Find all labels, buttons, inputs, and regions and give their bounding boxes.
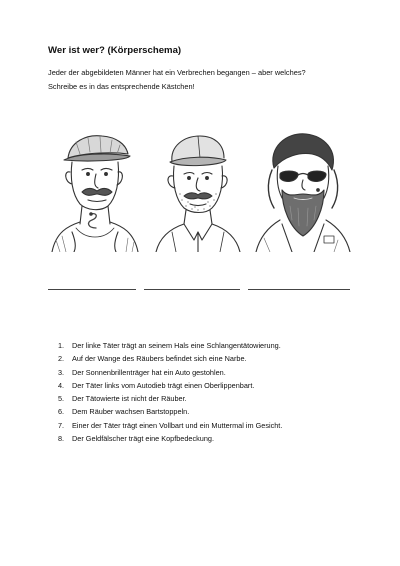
clue-item bbox=[58, 432, 358, 445]
clue-number: 2. bbox=[58, 354, 65, 364]
instructions bbox=[48, 66, 368, 94]
suspect-portraits bbox=[40, 128, 360, 252]
clue-item bbox=[58, 339, 358, 352]
clue-text: Der Geldfälscher trägt eine Kopfbedeckung. bbox=[72, 434, 214, 444]
clue-number: 6. bbox=[58, 407, 65, 417]
clue-number: 7. bbox=[58, 420, 65, 430]
clue-text: Der linke Täter trägt an seinem Hals eine Schlangentätowierung. bbox=[72, 341, 281, 350]
clue-text: Der Sonnenbrillenträger hat ein Auto gestohlen. bbox=[72, 367, 226, 377]
man-cap-mustache-stubble-icon bbox=[148, 128, 246, 252]
clue-number: 5. bbox=[58, 394, 65, 404]
man-sunglasses-full-beard-icon bbox=[252, 128, 354, 252]
worksheet-title: Wer ist wer? (Körperschema) bbox=[48, 45, 182, 56]
clue-item bbox=[58, 419, 358, 432]
clue-item bbox=[58, 366, 358, 379]
man-flat-cap-mustache-tattoo-icon bbox=[46, 128, 144, 252]
clue-list bbox=[58, 339, 358, 445]
clue-number: 1. bbox=[58, 341, 65, 350]
clue-text: Dem Räuber wachsen Bartstoppeln. bbox=[72, 407, 190, 417]
clue-item bbox=[58, 379, 358, 392]
instructions-line-1: Jeder der abgebildeten Männer hat ein Verbrechen begangen – aber welches? bbox=[48, 68, 306, 77]
clue-text: Auf der Wange des Räubers befindet sich eine Narbe. bbox=[72, 354, 247, 364]
answer-line-2[interactable] bbox=[144, 289, 240, 290]
clue-number: 8. bbox=[58, 434, 65, 444]
clue-text: Der Täter links vom Autodieb trägt einen Oberlippenbart. bbox=[72, 380, 255, 390]
answer-line-1[interactable] bbox=[48, 289, 136, 290]
clue-number: 3. bbox=[58, 367, 65, 377]
clue-item bbox=[58, 405, 358, 418]
clue-number: 4. bbox=[58, 380, 65, 390]
clue-item bbox=[58, 392, 358, 405]
answer-line-3[interactable] bbox=[248, 289, 350, 290]
instructions-line-2: Schreibe es in das entsprechende Kästchen! bbox=[48, 82, 195, 91]
clue-item bbox=[58, 352, 358, 365]
clue-text: Der Tätowierte ist nicht der Räuber. bbox=[72, 394, 187, 404]
clue-text: Einer der Täter trägt einen Vollbart und ein Muttermal im Gesicht. bbox=[72, 420, 283, 430]
